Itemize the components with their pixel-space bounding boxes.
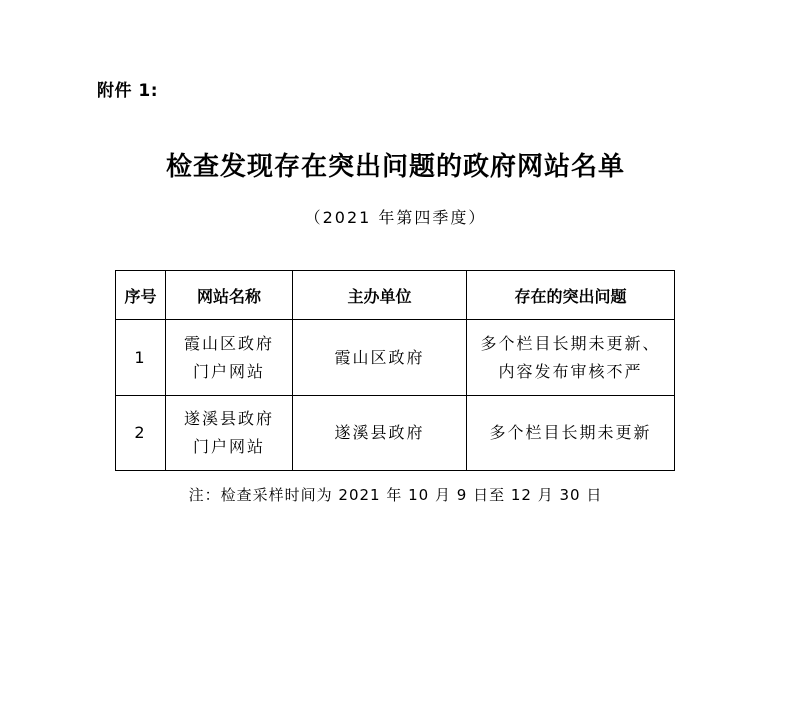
issue-line: 多个栏目长期未更新、 [480, 333, 661, 353]
organizer-cell: 霞山区政府 [293, 320, 467, 396]
attachment-label: 附件 1: [97, 81, 159, 101]
site-name-cell [166, 396, 293, 471]
document-title: 检查发现存在突出问题的政府网站名单 [165, 152, 625, 182]
site-name-line: 霞山区政府 [183, 333, 274, 353]
sampling-period-note: 注：检查采样时间为 2021 年 10 月 9 日至 12 月 30 日 [188, 486, 603, 504]
table-row [116, 396, 675, 471]
document-subtitle: （2021 年第四季度） [304, 208, 487, 227]
site-name-line: 门户网站 [192, 361, 265, 381]
site-name-line: 遂溪县政府 [183, 409, 274, 428]
column-header-organizer: 主办单位 [293, 271, 467, 320]
table-header-row [116, 271, 675, 320]
row-number: 2 [116, 396, 166, 471]
column-header-number: 序号 [116, 271, 166, 320]
organizer-cell: 遂溪县政府 [293, 396, 467, 471]
issue-line: 内容发布审核不严 [498, 361, 643, 381]
issues-cell: 多个栏目长期未更新 [467, 396, 675, 471]
column-header-issues: 存在的突出问题 [467, 271, 675, 320]
issues-cell [467, 320, 675, 396]
column-header-site-name: 网站名称 [166, 271, 293, 320]
site-name-cell [166, 320, 293, 396]
table-row [116, 320, 675, 396]
website-list-table [115, 270, 675, 471]
site-name-line: 门户网站 [192, 437, 265, 456]
row-number: 1 [116, 320, 166, 396]
